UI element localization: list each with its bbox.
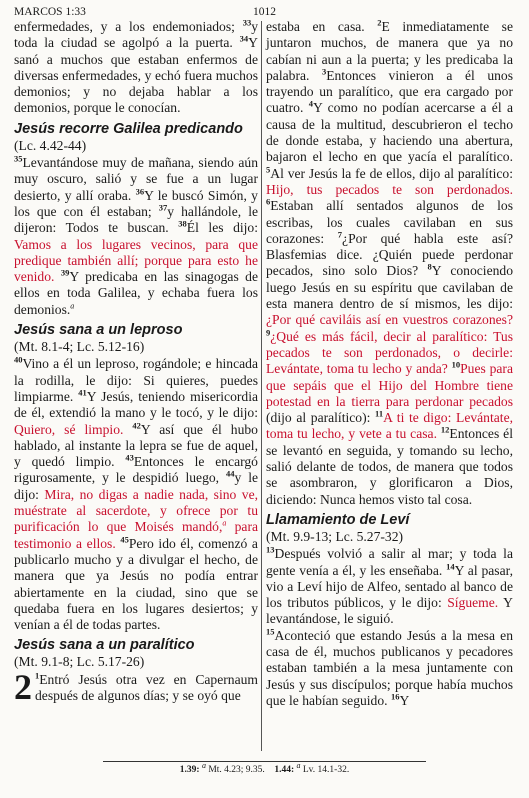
section-heading: Llamamiento de Leví [266,511,410,528]
verse-number: 45 [120,534,129,545]
paragraph: $^{35}$Levantándose muy de mañana, siendo aún muy oscuro, salió y se fue a un lugar desierto, y allí oraba. $^{36}$Y le buscó Simón, y los que con él estaban; $^{37}$y hallándole, le dijeron: Todos te buscan. $^{38}$Él les dijo: Vamos a los lugares vecinos, para que predique también allí; porque para esto he venido. $^{39}$Y predicaba en las sinagogas de ellos en toda Galilea, y echaba fuera los demonios.$^a$ [14,153,259,317]
verse-number: 3 [321,66,327,77]
verse-number: 6 [266,196,271,207]
left-column [14,17,259,707]
verse-number: 1 [35,670,40,681]
words-of-jesus: A ti te digo: Levántate, toma tu lecho, y vete a tu casa. [266,410,514,442]
verse-number: 11 [375,408,384,419]
right-column [266,19,513,709]
paragraph: $^{40}$Vino a él un leproso, rogándole; e hincada la rodilla, le dijo: Si quieres, puedes limpiarme. $^{41}$Y Jesús, teniendo misericordia de él, extendió la mano y le tocó, y le dijo: Quiero, sé limpio. $^{42}$Y así que él hubo hablado, al instante la lepra se fue de aquel, y quedó limpio. $^{43}$Entonces le encargó rigurosamente, y le despidió luego, $^{44}$y le dijo: Mira, no digas a nadie nada, sino ve, muéstrate al sacerdote, y ofrece por tu purificación lo que Moisés mandó,$^a$ para testimonio a ellos. $^{45}$Pero ido él, comenzó a publicarlo mucho y a divulgar el hecho, de manera que ya Jesús no podía entrar abiertamente en la ciudad, sino que se quedaba fuera en los lugares desiertos; y venían a él de todas partes. [14,354,259,633]
paragraph: 2 $^1$Entró Jesús otra vez en Capernaum después de algunos días; y se oyó que [14,666,258,707]
verse-number: 38 [178,218,187,229]
verse-number: 4 [308,98,313,109]
footnote-mark[interactable]: a [70,301,75,311]
words-of-jesus: ¿Qué es más fácil, decir al paralítico: Tus pecados te son perdonados, o decirle: Levántate, toma tu lecho y anda? [266,328,513,377]
section-heading: Jesús recorre Galilea predicando [14,120,243,137]
footnotes [0,760,529,775]
footnote-mark[interactable]: a [222,518,227,528]
page-number: 1012 [253,6,276,18]
cross-reference: (Mt. 9.1-8; Lc. 5.17-26) [14,654,145,670]
paragraph: enfermedades, y a los endemoniados; $^{33}$y toda la ciudad se agolpó a la puerta. $^{34}$Y sanó a muchos que estaban enfermos de diversas enfermedades, y echó fuera muchos demonios; y no dejaba hablar a los demonios, porque le conocían. [14,17,258,116]
verse-number: 42 [132,420,141,430]
footnote-rule [103,761,426,762]
verse-number: 7 [337,229,343,240]
words-of-jesus: Quiero, sé limpio. [14,421,124,437]
verse-number: 12 [440,424,450,435]
verse-number: 9 [266,327,271,338]
verse-number: 2 [377,17,382,28]
verse-number: 5 [266,164,271,175]
cross-reference: (Lc. 4.42-44) [14,137,87,153]
words-of-jesus: Pues para que sepáis que el Hijo del Hombre tiene potestad en la tierra para perdonar pecados [266,361,513,409]
words-of-jesus: ¿Por qué caviláis así en vuestros corazones? [266,312,513,328]
verse-number: 14 [446,560,455,571]
verse-number: 40 [14,354,23,365]
verse-number: 37 [158,202,168,213]
footnote-mark: a [201,760,206,770]
section-heading: Jesús sana a un leproso [14,322,183,339]
words-of-jesus: Hijo, tus pecados te son perdonados. [266,181,513,197]
verse-number: 44 [225,468,235,479]
verse-number: 34 [239,33,249,44]
words-of-jesus: Mira, no digas a nadie nada, sino ve, muéstrate al sacerdote, y ofrece por tu purificación lo que Moisés mandó, [14,486,258,535]
verse-number: 16 [390,691,400,702]
paragraph: $^{13}$Después volvió a salir al mar; y toda la gente venía a él, y les enseñaba. $^{14}$Y al pasar, vio a Leví hijo de Alfeo, sentado al banco de los tributos públicos, y le dijo: Sígueme. Y levantándose, le siguió. [266,544,513,627]
footnote-text: Mt. 4.23; 9.35. [205,765,265,775]
cross-reference: (Mt. 9.9-13; Lc. 5.27-32) [266,528,404,544]
paragraph: estaba en casa. $^2$E inmediatamente se juntaron muchos, de manera que ya no cabían ni aun a la puerta; y les predicaba la palabra. $^3$Entonces vinieron a él unos trayendo un paralítico, que era cargado por cuatro. $^4$Y como no podían acercarse a él a causa de la multitud, descubrieron el techo de donde estaba, y haciendo una abertura, bajaron el lecho en que yacía el paralítico. $^5$Al ver Jesús la fe de ellos, dijo al paralítico: Hijo, tus pecados te son perdonados. $^6$Estaban allí sentados algunos de los escribas, los cuales cavilaban en sus corazones: $^7$¿Por qué habla este así? Blasfemias dice. ¿Quién puede perdonar pecados, sino solo Dios? $^8$Y conociendo luego Jesús en su espíritu que cavilaban de esta manera dentro de sí mismos, les dijo: ¿Por qué caviláis así en vuestros corazones? $^9$¿Qué es más fácil, decir al paralítico: Tus pecados te son perdonados, o decirle: Levántate, toma tu lecho y anda? $^{10}$Pues para que sepáis que el Hijo del Hombre tiene potestad en la tierra para perdonar pecados (dijo al paralítico): $^{11}$A ti te digo: Levántate, toma tu lecho, y vete a tu casa. $^{12}$Entonces él se levantó en seguida, y tomando su lecho, salió delante de todos, de manera que todos se asombraron, y glorificaron a Dios, diciendo: Nunca hemos visto tal cosa. [266,17,514,507]
verse-number: 36 [135,186,145,197]
verse-number: 43 [125,452,134,463]
column-divider [261,21,262,751]
footnote-ref: 1.44: [274,765,295,775]
words-of-jesus: Vamos a los lugares vecinos, para que predique también allí; porque para esto he venido. [14,236,258,285]
footnote-mark: a [296,760,301,770]
verse-number: 15 [266,626,275,637]
verse-number: 8 [427,261,432,272]
running-head: MARCOS 1:33 [14,6,86,18]
verse-number: 41 [78,387,87,398]
verse-number: 33 [242,17,252,28]
verse-number: 13 [266,544,275,555]
words-of-jesus: Sígueme. [447,595,499,611]
footnote-text: Lv. 14.1-32. [300,765,350,775]
words-of-jesus: para testimonio a ellos. [14,519,259,551]
paragraph: $^{15}$Aconteció que estando Jesús a la mesa en casa de él, muchos publicanos y pecadores estaban también a la mesa juntamente con Jesús y sus discípulos; porque había muchos que le habían seguido. $^{16}$Y [266,626,513,708]
verse-number: 10 [451,359,461,370]
verse-number: 35 [14,153,23,164]
footnote-ref: 1.39: [179,765,200,775]
cross-reference: (Mt. 8.1-4; Lc. 5.12-16) [14,339,145,355]
chapter-number: 2 [14,666,32,707]
section-heading: Jesús sana a un paralítico [14,637,195,654]
verse-number: 39 [60,267,70,278]
